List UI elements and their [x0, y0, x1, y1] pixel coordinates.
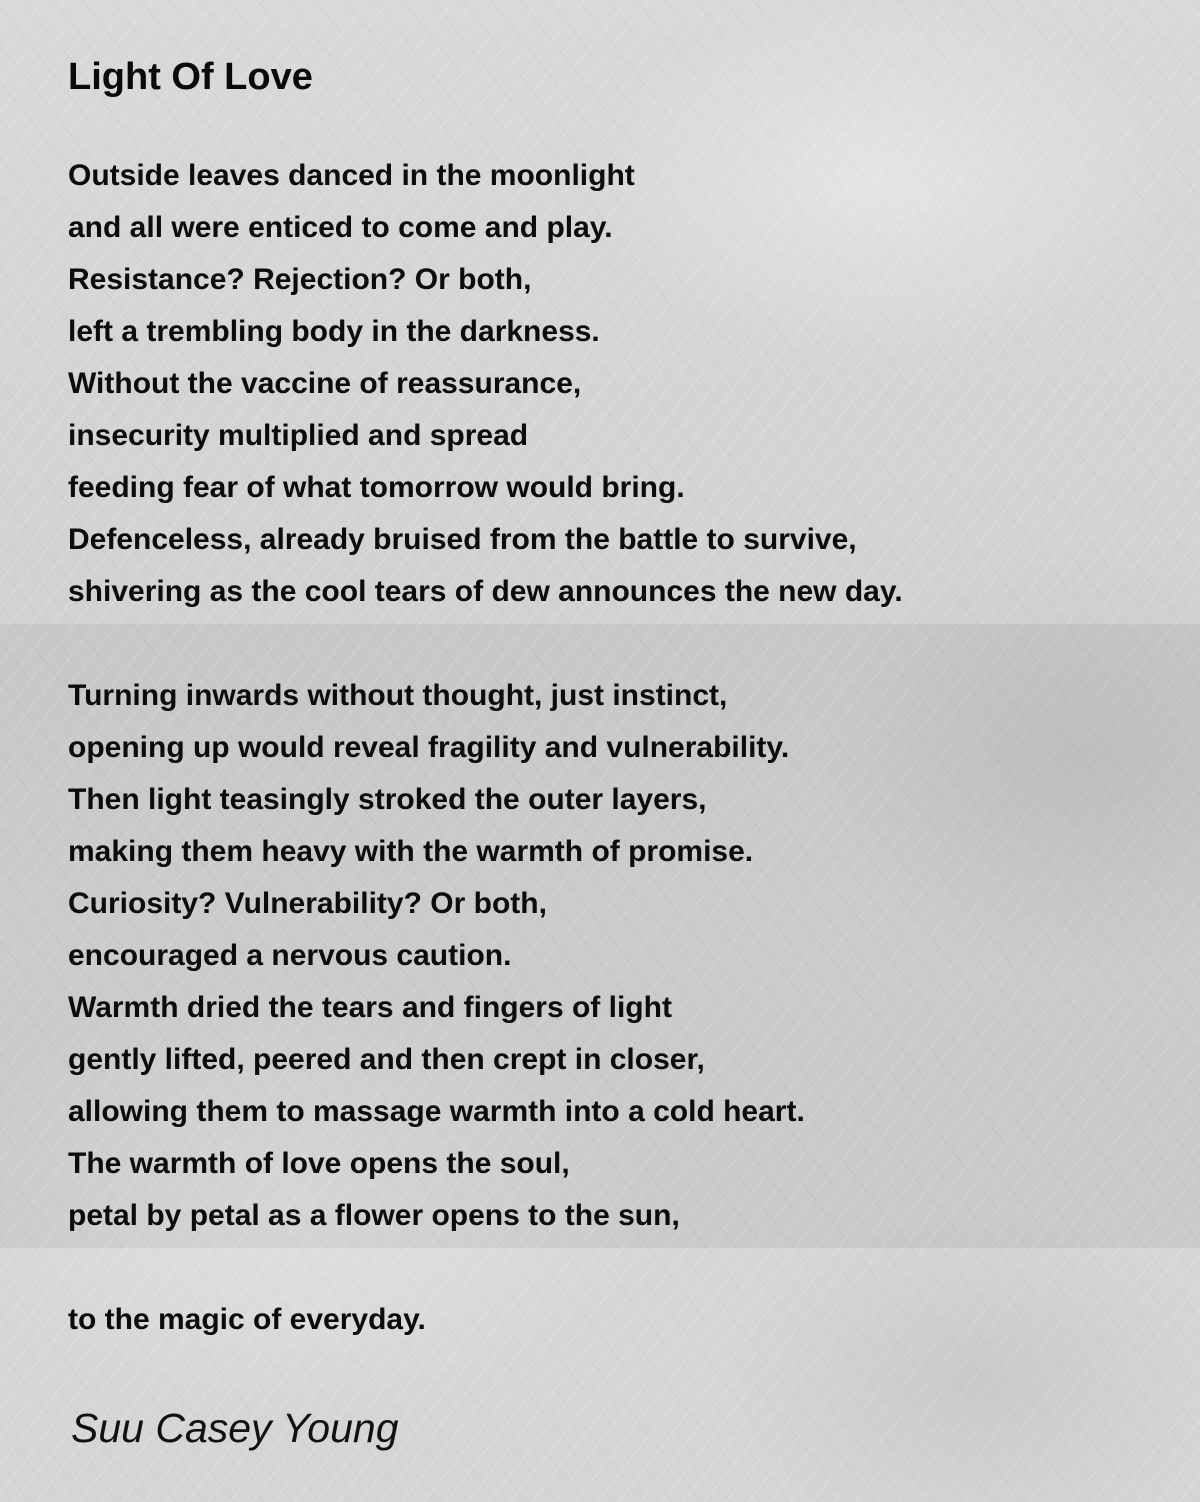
poem-line: Defenceless, already bruised from the battle to survive,: [68, 523, 857, 556]
poem-line: opening up would reveal fragility and vulnerability.: [68, 731, 790, 764]
poem-line: Curiosity? Vulnerability? Or both,: [68, 887, 547, 920]
poem-line: making them heavy with the warmth of promise.: [68, 835, 754, 868]
poem-line: encouraged a nervous caution.: [68, 939, 512, 972]
poem-line: left a trembling body in the darkness.: [68, 315, 600, 348]
poem-line: The warmth of love opens the soul,: [68, 1147, 570, 1180]
poem-line: and all were enticed to come and play.: [68, 211, 613, 244]
poem-line: Warmth dried the tears and fingers of light: [68, 991, 672, 1024]
poem-line: Then light teasingly stroked the outer layers,: [68, 783, 707, 816]
poem-line: petal by petal as a flower opens to the sun,: [68, 1199, 680, 1232]
stanza-3: [68, 1294, 426, 1346]
poem-line: gently lifted, peered and then crept in closer,: [68, 1043, 705, 1076]
poem-line: insecurity multiplied and spread: [68, 419, 529, 452]
poem-line: shivering as the cool tears of dew announces the new day.: [68, 575, 903, 608]
poem-line: allowing them to massage warmth into a cold heart.: [68, 1095, 805, 1128]
poem-line: feeding fear of what tomorrow would bring.: [68, 471, 685, 504]
poem-line: Without the vaccine of reassurance,: [68, 367, 582, 400]
stanza-1: [68, 150, 903, 618]
poem-line: to the magic of everyday.: [68, 1303, 426, 1336]
background-panel-bottom: [0, 1248, 1200, 1502]
stanza-2: [68, 670, 805, 1242]
poem-line: Turning inwards without thought, just instinct,: [68, 679, 728, 712]
poem-author: Suu Casey Young: [71, 1405, 399, 1451]
poem-line: Resistance? Rejection? Or both,: [68, 263, 532, 296]
poem-title: Light Of Love: [68, 56, 313, 98]
poem-line: Outside leaves danced in the moonlight: [68, 159, 635, 192]
